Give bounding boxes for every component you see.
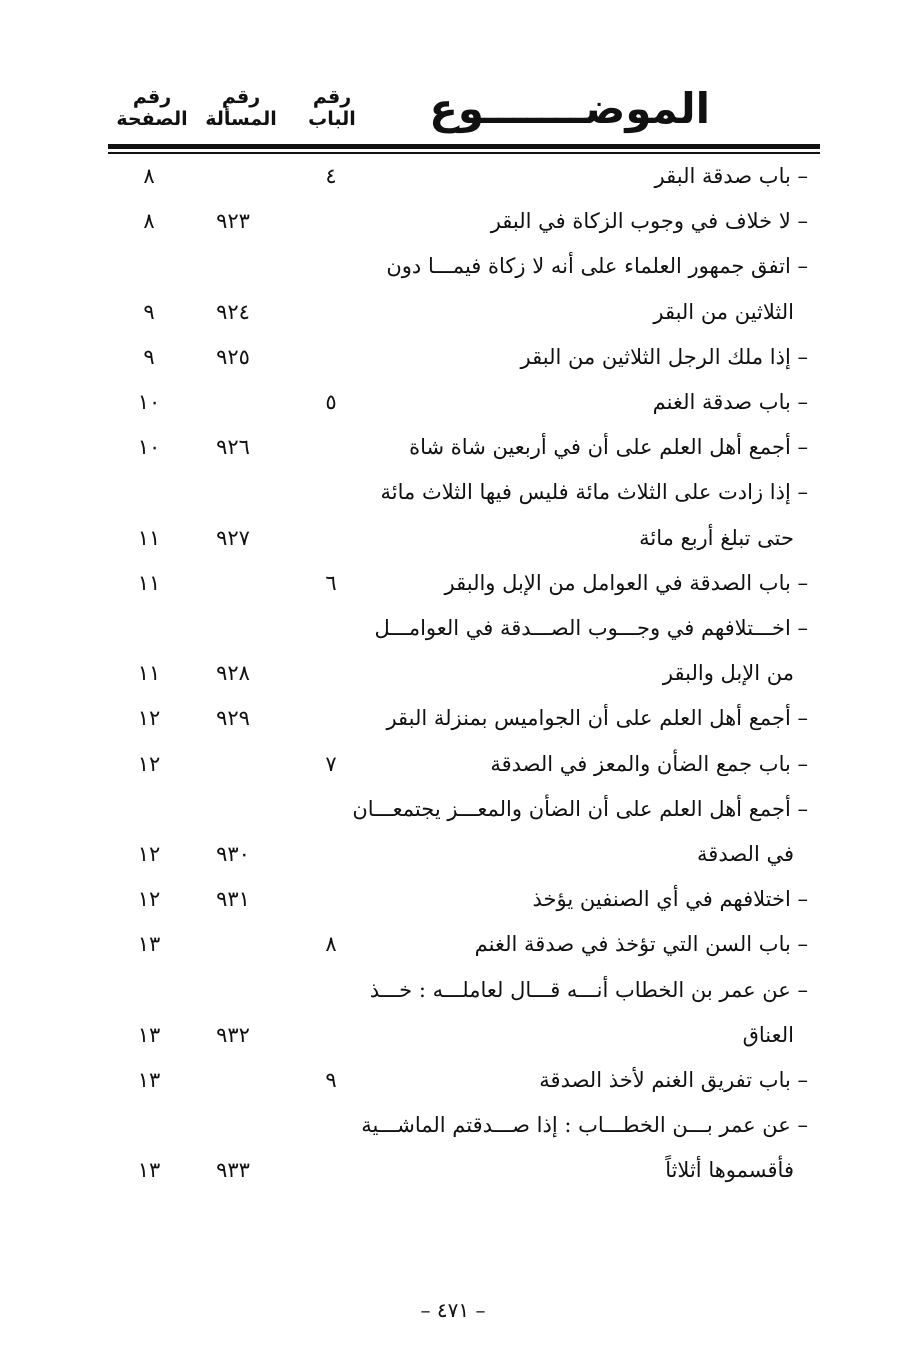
row-issue-number: ٩٢٦ xyxy=(216,435,250,460)
row-topic: فأقسموها أثلاثاً xyxy=(665,1158,794,1183)
row-page-number: ١٢ xyxy=(137,706,161,731)
row-topic: – باب جمع الضأن والمعز في الصدقة xyxy=(490,751,808,776)
index-row xyxy=(0,1154,906,1198)
row-topic: العناق xyxy=(742,1022,794,1047)
row-page-number: ٩ xyxy=(143,299,155,324)
row-page-number: ١٢ xyxy=(137,887,161,912)
row-page-number: ١١ xyxy=(137,661,161,686)
index-row xyxy=(0,431,906,475)
row-topic: حتى تبلغ أربع مائة xyxy=(639,525,794,550)
chapter-header-line-2: الباب xyxy=(308,108,356,130)
row-page-number: ١٠ xyxy=(137,390,161,414)
row-topic: – باب السن التي تؤخذ في صدقة الغنم xyxy=(474,932,808,957)
row-issue-number: ٩٢٩ xyxy=(216,706,250,731)
index-row xyxy=(0,250,906,294)
row-chapter-number: ٦ xyxy=(325,570,337,595)
page-number: – ٤٧١ – xyxy=(420,1298,486,1322)
row-page-number: ٨ xyxy=(143,164,155,188)
row-issue-number: ٩٢٣ xyxy=(216,209,250,234)
index-row xyxy=(0,296,906,340)
row-topic: – عن عمر بـــن الخطـــاب : إذا صـــدقتم الماشـــية xyxy=(361,1113,808,1138)
row-issue-number: ٩٣٣ xyxy=(216,1158,250,1183)
index-row xyxy=(0,1109,906,1153)
row-issue-number: ٩٣٢ xyxy=(216,1022,250,1047)
row-page-number: ٩ xyxy=(143,344,155,369)
row-topic: – عن عمر بن الخطاب أنـــه قـــال لعاملـــه : خـــذ xyxy=(369,977,808,1002)
row-topic: – باب الصدقة في العوامل من الإبل والبقر xyxy=(444,570,808,595)
row-topic: – اختلافهم في أي الصنفين يؤخذ xyxy=(532,887,808,912)
index-row xyxy=(0,205,906,249)
row-issue-number: ٩٢٥ xyxy=(216,344,250,369)
index-row xyxy=(0,702,906,746)
index-row xyxy=(0,341,906,385)
row-page-number: ١٣ xyxy=(137,1158,161,1183)
chapter-header-line-1: رقم xyxy=(312,86,352,108)
row-chapter-number: ٤ xyxy=(325,164,337,188)
row-page-number: ١٣ xyxy=(137,932,161,957)
row-page-number: ١٢ xyxy=(137,751,161,776)
row-issue-number: ٩٢٤ xyxy=(216,299,250,324)
index-row xyxy=(0,928,906,972)
header-rule-thin xyxy=(108,152,820,154)
header-rule-thick xyxy=(108,144,820,149)
row-topic: – اخـــتلافهم في وجـــوب الصـــدقة في العوامـــل xyxy=(374,616,808,640)
index-row xyxy=(0,748,906,792)
row-issue-number: ٩٢٧ xyxy=(216,525,250,550)
chapter-column-header xyxy=(300,86,364,130)
index-row xyxy=(0,974,906,1018)
page-header-line-1: رقم xyxy=(132,86,172,108)
row-page-number: ١٢ xyxy=(137,842,161,866)
row-chapter-number: ٥ xyxy=(325,390,337,414)
index-row xyxy=(0,1064,906,1108)
index-row xyxy=(0,838,906,882)
row-page-number: ١٣ xyxy=(137,1022,161,1047)
row-topic: – اتفق جمهور العلماء على أنه لا زكاة فيمـــا دون xyxy=(386,254,808,279)
index-row xyxy=(0,522,906,566)
row-issue-number: ٩٣١ xyxy=(216,887,250,912)
row-topic: – باب تفريق الغنم لأخذ الصدقة xyxy=(539,1068,808,1092)
row-topic: – أجمع أهل العلم على أن الضأن والمعـــز يجتمعـــان xyxy=(352,796,808,821)
index-row xyxy=(0,1019,906,1063)
row-page-number: ١٣ xyxy=(137,1068,161,1092)
row-topic: – إذا ملك الرجل الثلاثين من البقر xyxy=(520,344,808,369)
issue-column-header xyxy=(196,86,286,130)
row-page-number: ١١ xyxy=(137,525,161,550)
index-row xyxy=(0,160,906,204)
row-topic: من الإبل والبقر xyxy=(662,661,794,686)
row-topic: – لا خلاف في وجوب الزكاة في البقر xyxy=(490,209,808,234)
row-page-number: ١٠ xyxy=(137,435,161,460)
page-header-line-2: الصفحة xyxy=(116,108,188,130)
row-topic: الثلاثين من البقر xyxy=(653,299,794,324)
index-row xyxy=(0,883,906,927)
index-row xyxy=(0,793,906,837)
topic-column-title: الموضـــــــوع xyxy=(429,84,710,133)
row-chapter-number: ٧ xyxy=(325,751,337,776)
row-chapter-number: ٨ xyxy=(325,932,337,957)
row-topic: – باب صدقة البقر xyxy=(654,164,808,188)
row-topic: – إذا زادت على الثلاث مائة فليس فيها الثلاث مائة xyxy=(380,480,808,505)
index-row xyxy=(0,567,906,611)
row-topic: – أجمع أهل العلم على أن الجواميس بمنزلة البقر xyxy=(386,706,808,731)
row-chapter-number: ٩ xyxy=(325,1068,337,1092)
index-row xyxy=(0,612,906,656)
row-topic: – أجمع أهل العلم على أن في أربعين شاة شاة xyxy=(409,435,808,460)
index-row xyxy=(0,657,906,701)
row-topic: – باب صدقة الغنم xyxy=(652,390,808,414)
row-page-number: ١١ xyxy=(137,570,161,595)
row-issue-number: ٩٣٠ xyxy=(216,842,250,866)
issue-header-line-1: رقم xyxy=(221,86,261,108)
index-row xyxy=(0,386,906,430)
index-row xyxy=(0,476,906,520)
issue-header-line-2: المسألة xyxy=(205,108,277,130)
row-topic: في الصدقة xyxy=(697,842,794,866)
row-page-number: ٨ xyxy=(143,209,155,234)
row-issue-number: ٩٢٨ xyxy=(216,661,250,686)
page-column-header xyxy=(110,86,194,130)
